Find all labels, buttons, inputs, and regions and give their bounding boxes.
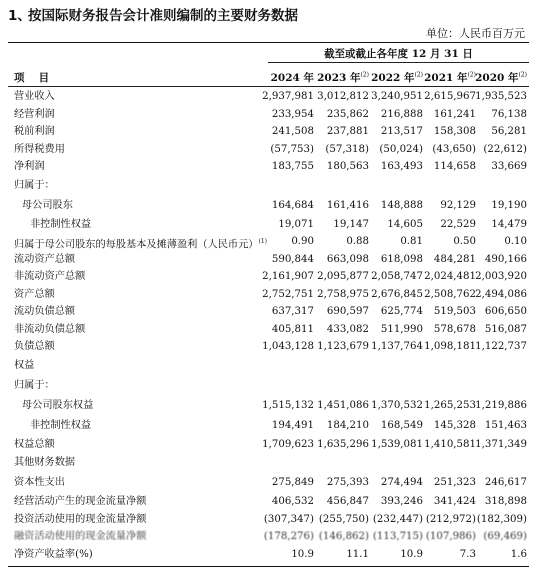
cell-value: 1,043,128 [262,341,314,352]
table-row [8,141,529,159]
row-label: 非流动资产总额 [14,271,86,282]
row-label: 归属于母公司股东的每股基本及摊薄盈利（人民币元） [14,239,259,251]
section-title [8,4,298,24]
table-body [8,88,529,563]
cell-value: 10.9 [400,548,423,560]
year-header: 2021 年$^{(2)}$ [424,71,476,84]
table-row [8,106,529,124]
row-label: 权益 [14,359,35,371]
cell-value: (146,862) [318,531,369,542]
table-row [8,268,529,286]
cell-value: 237,881 [326,126,369,137]
row-label: 流动资产总额 [14,253,76,265]
row-note: (1) [258,238,267,245]
cell-value: 490,166 [484,253,527,265]
row-label: 非控制性权益 [30,419,92,431]
cell-value: 14,479 [491,218,527,230]
row-label: 所得税费用 [14,143,65,155]
table-row [8,233,529,251]
cell-value: (57,753) [270,143,314,155]
cell-value: 341,424 [433,496,476,507]
row-label: 归属于： [14,179,55,191]
cell-value: 180,563 [326,161,369,172]
cell-value: 275,393 [326,477,369,488]
cell-value: 19,190 [491,199,527,211]
cell-value: 19,071 [278,218,314,230]
cell-value: 168,549 [380,419,423,431]
cell-value: 151,463 [484,419,527,431]
cell-value: 2,024,481 [424,271,476,282]
cell-value: 2,676,845 [371,288,423,300]
cell-value: 393,246 [380,496,423,507]
cell-value: (255,750) [318,513,369,525]
row-label: 税前利润 [14,126,55,137]
cell-value: 1,122,737 [475,341,527,352]
cell-value: 606,650 [484,306,527,317]
table-row [8,453,529,473]
cell-value: 0.88 [346,236,369,247]
row-label: 经营利润 [14,108,55,120]
cell-value: 19,147 [333,218,369,230]
cell-value: 158,308 [433,126,476,137]
row-label: 母公司股东权益 [22,399,94,411]
cell-value: 161,416 [326,199,369,211]
row-label: 资本性支出 [14,477,65,488]
row-label: 非流动负债总额 [14,323,86,335]
cell-value: 114,658 [433,161,476,172]
cell-value: 10.9 [291,548,314,560]
cell-value: 194,491 [271,419,314,431]
table-row [8,176,529,196]
year-header: 2024 年 [270,72,314,84]
cell-value: (50,024) [379,143,423,155]
row-label: 权益总额 [14,438,55,450]
cell-value: 1,098,181 [424,341,476,352]
cell-value: 145,328 [433,419,476,431]
cell-value: 2,615,967 [424,91,476,102]
cell-value: 241,508 [271,126,314,137]
cell-value: 274,494 [380,477,423,488]
row-label: 资产总额 [14,288,55,300]
section-number: 1、 [8,8,31,24]
cell-value: 2,494,086 [475,288,527,300]
cell-value: 456,847 [326,496,369,507]
cell-value: (307,347) [263,513,314,525]
cell-value: (22,612) [483,143,527,155]
cell-value: 1,137,764 [371,341,423,352]
cell-value: 164,684 [271,199,314,211]
table-row [8,546,529,564]
cell-value: 484,281 [433,253,476,265]
row-label: 流动负债总额 [14,306,76,317]
cell-value: 2,508,762 [424,288,476,300]
table-row [8,216,529,234]
cell-value: 0.50 [453,236,476,247]
cell-value: 0.81 [400,236,423,247]
cell-value: 233,954 [271,108,314,120]
cell-value: 2,752,751 [262,288,314,300]
cell-value: 519,503 [433,306,476,317]
cell-value: 406,532 [271,496,314,507]
table-row [8,123,529,141]
cell-value: 2,058,747 [371,271,423,282]
row-label: 净利润 [14,161,45,172]
cell-value: 213,517 [380,126,423,137]
cell-value: 637,317 [271,306,314,317]
cell-value: 433,082 [326,323,369,335]
period-header: 截至或截止各年度 12 月 31 日 [324,48,473,60]
cell-value: 318,898 [484,496,527,507]
row-label: 营业收入 [14,91,55,102]
table-row [8,158,529,176]
cell-value: 1,371,349 [475,438,527,450]
table-header [8,70,529,84]
cell-value: 690,597 [326,306,369,317]
cell-value: 511,990 [380,323,423,335]
cell-value: 1,370,532 [371,399,423,411]
table-row [8,416,529,436]
table-row [8,251,529,269]
cell-value: (178,276) [263,531,314,542]
row-label: 负债总额 [14,341,55,352]
cell-value: 1,709,623 [262,438,314,450]
cell-value: (69,469) [483,531,527,542]
cell-value: 2,003,920 [475,271,527,282]
cell-value: 1,410,581 [424,438,476,450]
cell-value: 1,123,679 [317,341,369,352]
row-label: 归属于： [14,379,55,391]
cell-value: 1,539,081 [371,438,423,450]
row-label: 非控制性权益 [30,218,92,230]
cell-value: (113,715) [372,531,423,542]
cell-value: 516,087 [484,323,527,335]
table-row [8,396,529,416]
cell-value: 1.6 [510,548,527,560]
cell-value: 235,862 [326,108,369,120]
cell-value: 2,095,877 [317,271,369,282]
cell-value: 3,240,951 [371,91,423,102]
row-label: 母公司股东 [22,199,73,211]
year-header: 2020 年$^{(2)}$ [475,71,527,84]
cell-value: 275,849 [271,477,314,488]
cell-value: (57,318) [325,143,369,155]
table-bottom-rule [8,566,529,567]
table-row [8,356,529,376]
table-row [8,286,529,304]
table-row [8,88,529,106]
cell-value: 1,451,086 [317,399,369,411]
cell-value: 1,635,296 [317,438,369,450]
table-row [8,528,529,546]
cell-value: (212,972) [425,513,476,525]
row-label: 融资活动使用的现金流量净额 [14,531,147,542]
table-row [8,321,529,339]
cell-value: 183,755 [271,161,314,172]
cell-value: 33,669 [491,161,527,172]
table-row [8,493,529,511]
cell-value: 163,493 [380,161,423,172]
table-top-rule [8,42,529,43]
cell-value: 2,161,907 [262,271,314,282]
cell-value: 1,219,886 [475,399,527,411]
cell-value: 251,323 [433,477,476,488]
table-row [8,338,529,356]
cell-value: 1,265,253 [424,399,476,411]
row-label: 经营活动产生的现金流量净额 [14,496,147,507]
cell-value: 1,515,132 [262,399,314,411]
table-row [8,303,529,321]
table-row [8,511,529,529]
cell-value: 3,012,812 [317,91,369,102]
cell-value: 405,811 [271,323,314,335]
period-underline [268,62,529,63]
cell-value: (232,447) [372,513,423,525]
row-label: 净资产收益率(%) [14,548,93,560]
row-label: 投资活动使用的现金流量净额 [14,513,147,525]
cell-value: 76,138 [491,108,527,120]
header-rule [8,86,529,87]
cell-value: 14,605 [387,218,423,230]
cell-value: 216,888 [380,108,423,120]
cell-value: 2,758,975 [317,288,369,300]
cell-value: 0.10 [504,236,527,247]
cell-value: 11.1 [346,548,369,560]
cell-value: 578,678 [433,323,476,335]
cell-value: 7.3 [459,548,476,560]
cell-value: 663,098 [326,253,369,265]
table-row [8,473,529,493]
cell-value: 92,129 [440,199,476,211]
cell-value: 1,935,523 [475,91,527,102]
cell-value: 148,888 [380,199,423,211]
cell-value: 625,774 [380,306,423,317]
cell-value: (43,650) [432,143,476,155]
year-header: 2023 年$^{(2)}$ [317,71,369,84]
table-row [8,196,529,216]
table-row [8,436,529,454]
cell-value: 2,937,981 [262,91,314,102]
cell-value: 22,529 [440,218,476,230]
cell-value: (107,986) [425,531,476,542]
cell-value: 184,210 [326,419,369,431]
unit-label: 单位：人民币百万元 [426,27,525,40]
table-row [8,376,529,396]
cell-value: 246,617 [484,477,527,488]
cell-value: (182,309) [476,513,527,525]
year-header: 2022 年$^{(2)}$ [371,71,423,84]
cell-value: 56,281 [491,126,527,137]
item-header: 项 目 [14,72,55,84]
cell-value: 618,098 [380,253,423,265]
row-label: 其他财务数据 [14,457,76,468]
section-title-text: 按国际财务报告会计准则编制的主要财务数据 [28,8,298,24]
cell-value: 161,241 [433,108,476,120]
cell-value: 0.90 [291,236,314,247]
cell-value: 590,844 [271,253,314,265]
